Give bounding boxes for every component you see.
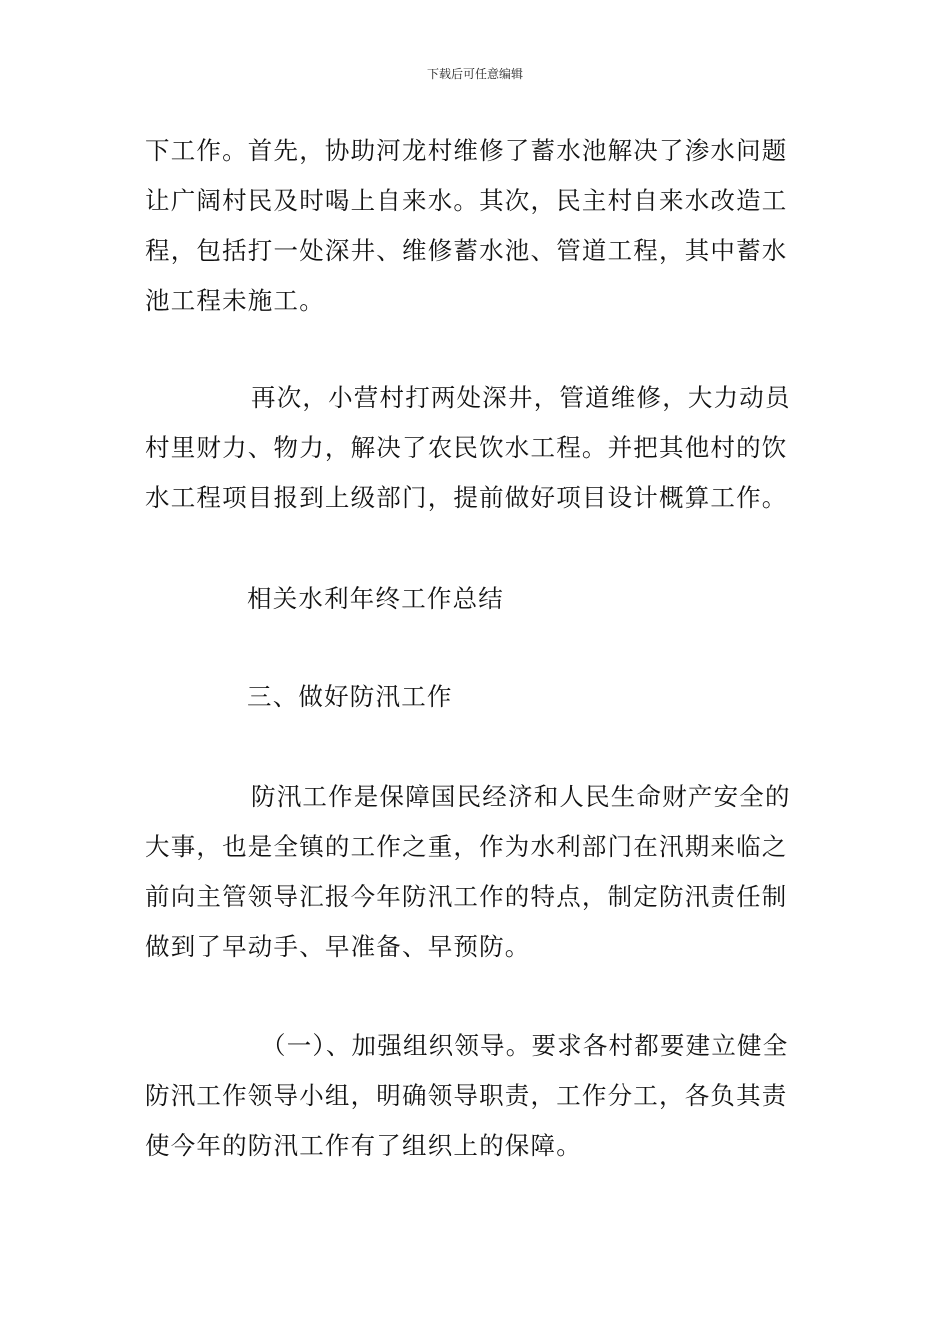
paragraph-line: 程，包括打一处深井、维修蓄水池、管道工程，其中蓄水 — [145, 236, 788, 265]
paragraph-line: 水工程项目报到上级部门，提前做好项目设计概算工作。 — [145, 483, 788, 512]
paragraph-line: 让广阔村民及时喝上自来水。其次，民主村自来水改造工 — [145, 186, 788, 215]
paragraph-3 — [145, 772, 810, 972]
paragraph-line: 下工作。首先，协助河龙村维修了蓄水池解决了渗水问题 — [145, 136, 788, 165]
section-title-text: 相关水利年终工作总结 — [247, 584, 504, 613]
paragraph-line: 防汛工作领导小组，明确领导职责，工作分工，各负其责 — [145, 1081, 788, 1110]
paragraph-line: 村里财力、物力，解决了农民饮水工程。并把其他村的饮 — [145, 433, 788, 462]
section-heading-text: 三、做好防汛工作 — [247, 682, 453, 711]
header-note: 下载后可任意编辑 — [426, 67, 523, 81]
paragraph-4 — [145, 1021, 810, 1171]
paragraph-line: 防汛工作是保障国民经济和人民生命财产安全的 — [251, 782, 791, 811]
paragraph-line: （一）、加强组织领导。要求各村都要建立健全 — [261, 1031, 789, 1060]
paragraph-line: 再次，小营村打两处深井，管道维修，大力动员 — [251, 383, 791, 412]
section-heading — [145, 672, 810, 722]
paragraph-line: 做到了早动手、早准备、早预防。 — [145, 932, 531, 961]
paragraph-line: 大事，也是全镇的工作之重，作为水利部门在汛期来临之 — [145, 832, 788, 861]
paragraph-line: 前向主管领导汇报今年防汛工作的特点，制定防汛责任制 — [145, 882, 788, 911]
paragraph-2 — [145, 373, 810, 523]
section-title — [145, 574, 810, 624]
paragraph-1 — [145, 126, 810, 326]
paragraph-line: 使今年的防汛工作有了组织上的保障。 — [145, 1131, 582, 1160]
paragraph-line: 池工程未施工。 — [145, 286, 325, 315]
